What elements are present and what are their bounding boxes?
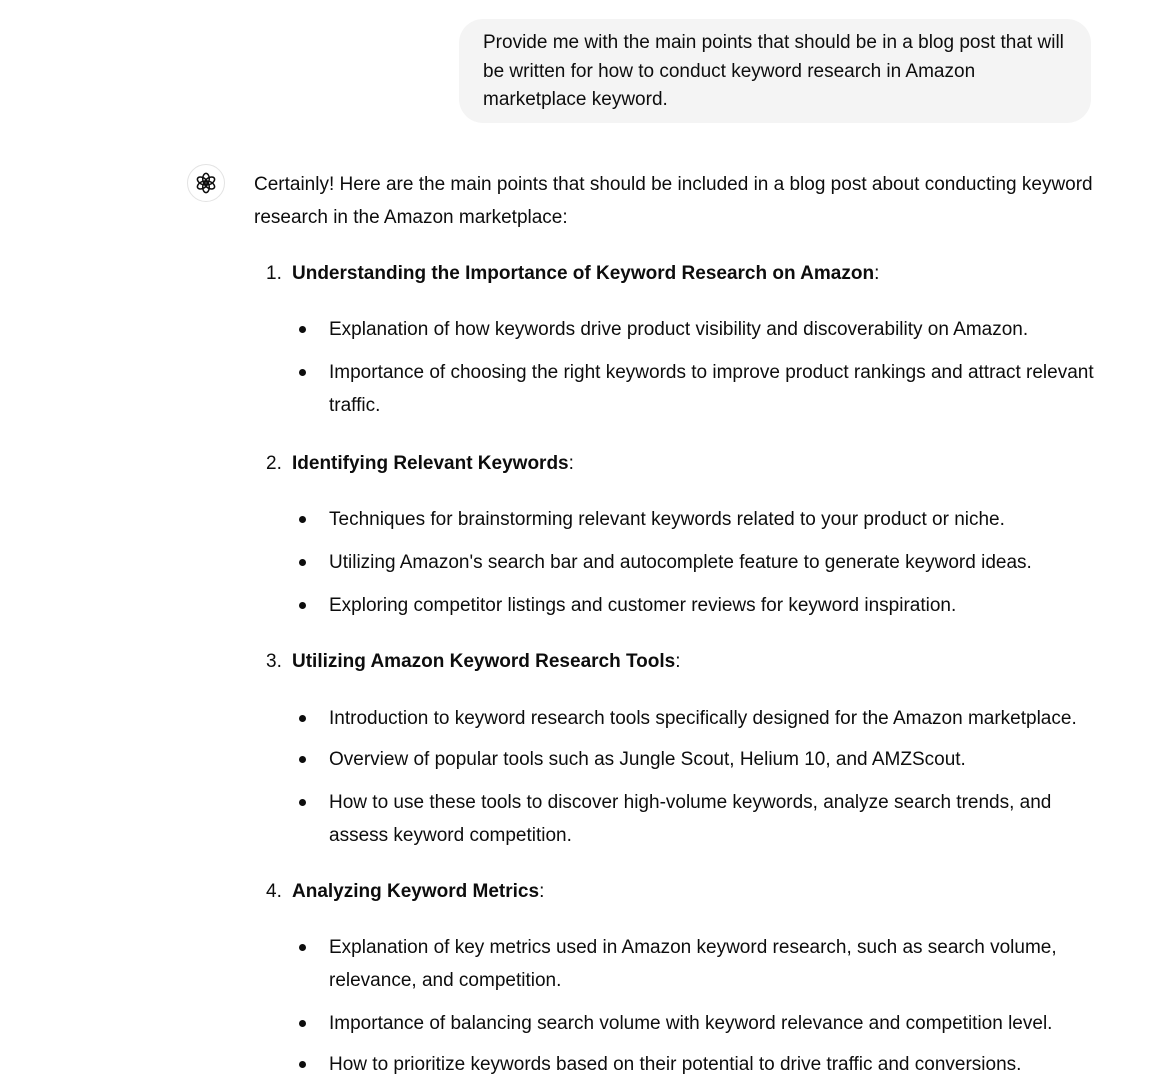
bullet-dot (299, 516, 306, 523)
section-item (254, 875, 1094, 1081)
bullet-dot (299, 799, 306, 806)
section-list (254, 257, 1094, 1081)
list-item: Overview of popular tools such as Jungle Scout, Helium 10, and AMZScout. (292, 743, 1094, 776)
section-title: Understanding the Importance of Keyword Research on Amazon: (292, 263, 880, 284)
list-item: Introduction to keyword research tools specifically designed for the Amazon marketplace. (292, 702, 1094, 735)
list-item: Techniques for brainstorming relevant keywords related to your product or niche. (292, 503, 1094, 536)
section-title: Utilizing Amazon Keyword Research Tools: (292, 651, 681, 672)
assistant-avatar (187, 164, 225, 202)
bullet-dot (299, 944, 306, 951)
section-item (254, 447, 1094, 622)
section-number: 2. (266, 453, 282, 474)
bullet-list (292, 313, 1094, 422)
assistant-intro: Certainly! Here are the main points that should be included in a blog post about conducting keyword research in the Amazon marketplace: (254, 174, 1093, 228)
bullet-dot (299, 602, 306, 609)
bullet-dot (299, 326, 306, 333)
list-item: Exploring competitor listings and customer reviews for keyword inspiration. (292, 589, 1094, 622)
list-item: Importance of choosing the right keywords to improve product rankings and attract relevant traffic. (292, 356, 1094, 422)
section-number: 3. (266, 651, 282, 672)
bullet-dot (299, 559, 306, 566)
section-title: Analyzing Keyword Metrics: (292, 881, 545, 902)
list-item: Utilizing Amazon's search bar and autocomplete feature to generate keyword ideas. (292, 546, 1094, 579)
bullet-dot (299, 369, 306, 376)
list-item: How to use these tools to discover high-volume keywords, analyze search trends, and assess keyword competition. (292, 786, 1094, 852)
section-number: 4. (266, 881, 282, 902)
bullet-dot (299, 756, 306, 763)
bullet-list (292, 503, 1094, 622)
list-item: How to prioritize keywords based on their potential to drive traffic and conversions. (292, 1048, 1094, 1081)
bullet-dot (299, 1020, 306, 1027)
bullet-list (292, 931, 1094, 1081)
bullet-dot (299, 715, 306, 722)
list-item: Importance of balancing search volume with keyword relevance and competition level. (292, 1007, 1094, 1040)
openai-logo-icon (194, 171, 218, 195)
assistant-message (254, 168, 1094, 1081)
user-message-bubble (459, 19, 1091, 123)
list-item: Explanation of key metrics used in Amazon keyword research, such as search volume, relevance, and competition. (292, 931, 1094, 997)
bullet-dot (299, 1061, 306, 1068)
list-item: Explanation of how keywords drive product visibility and discoverability on Amazon. (292, 313, 1094, 346)
bullet-list (292, 702, 1094, 852)
section-number: 1. (266, 263, 282, 284)
section-item (254, 257, 1094, 422)
section-item (254, 645, 1094, 852)
section-title: Identifying Relevant Keywords: (292, 453, 574, 474)
user-message-text: Provide me with the main points that should be in a blog post that will be written for how to conduct keyword research in Amazon marketplace keyword. (483, 32, 1064, 110)
